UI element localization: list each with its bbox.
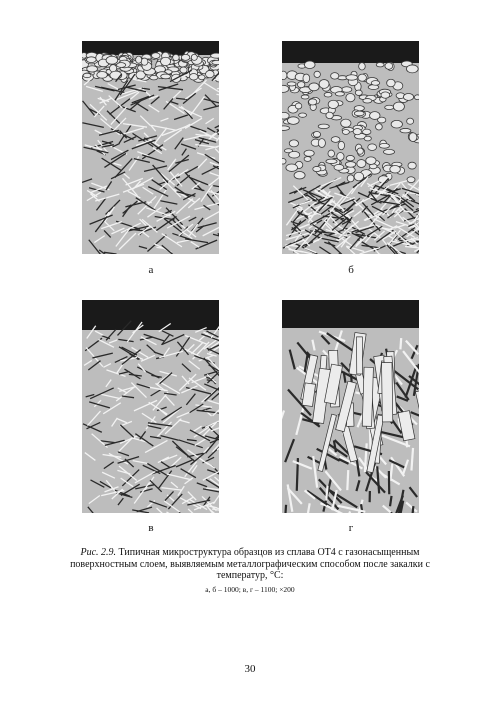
micrograph-g-picture bbox=[282, 300, 419, 513]
micrograph-v-picture bbox=[82, 300, 219, 513]
micrograph-b-picture bbox=[282, 41, 419, 254]
caption-legend: а, б – 1000; в, г – 1100; ×200 bbox=[205, 585, 295, 594]
page-number: 30 bbox=[244, 663, 256, 675]
figure-caption bbox=[60, 547, 440, 582]
micrograph-a-picture bbox=[82, 41, 219, 254]
panel-label-g: г bbox=[348, 522, 354, 534]
panel-label-v: в bbox=[148, 522, 154, 534]
panel-label-a: а bbox=[148, 264, 154, 276]
caption-text: Типичная микроструктура образцов из сплава ОТ4 с газонасыщенным поверхностным слоем, выявляемым металлографическим способом после закалки с температур, °С: bbox=[70, 547, 430, 581]
micrograph-a bbox=[82, 41, 219, 254]
figure-number: Рис. 2.9. bbox=[80, 547, 117, 558]
micrograph-g bbox=[282, 300, 419, 513]
panel-label-b: б bbox=[348, 264, 354, 276]
micrograph-v bbox=[82, 300, 219, 513]
micrograph-b bbox=[282, 41, 419, 254]
